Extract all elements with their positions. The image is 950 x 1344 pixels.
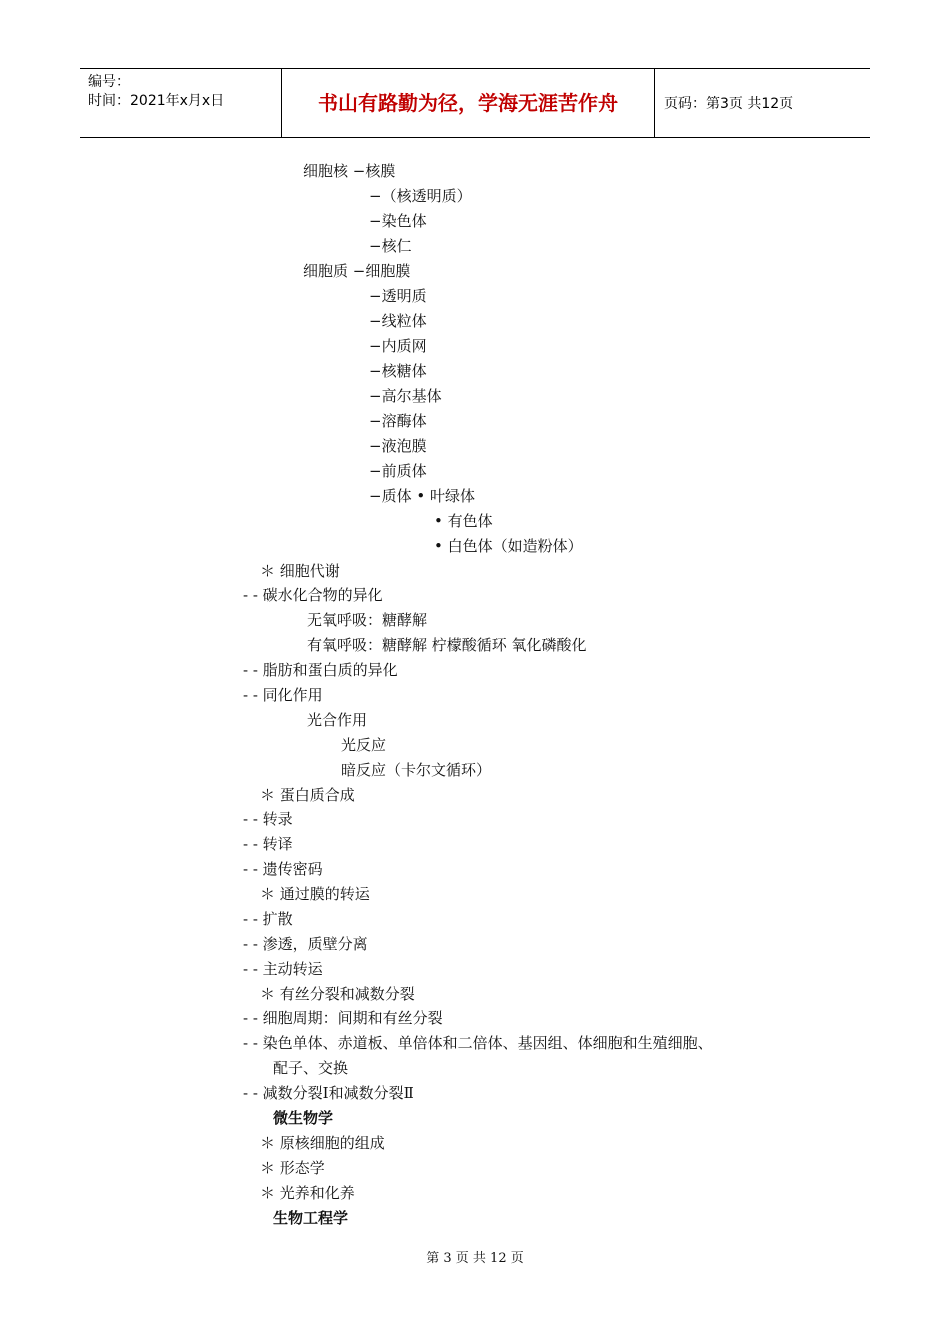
- page-footer: 第 3 页 共 12 页: [426, 1251, 524, 1266]
- outline-line: 暗反应（卡尔文循环）: [341, 761, 492, 779]
- outline-line: 无氧呼吸：糖酵解: [307, 611, 428, 629]
- outline-line: −溶酶体: [369, 412, 427, 430]
- outline-line: −液泡膜: [369, 437, 427, 455]
- outline-line: 有氧呼吸：糖酵解 柠檬酸循环 氧化磷酸化: [307, 636, 587, 654]
- outline-line: - - 碳水化合物的异化: [243, 586, 383, 604]
- header-motto: 书山有路勤为径，学海无涯苦作舟: [318, 91, 618, 115]
- outline-line: 细胞核 −核膜: [303, 162, 396, 180]
- page-header: [80, 68, 870, 138]
- outline-line: −核糖体: [369, 362, 427, 380]
- outline-line: - - 转译: [243, 835, 293, 853]
- number-label: 编号：: [88, 74, 130, 90]
- outline-line: ＊ 光养和化养: [260, 1184, 355, 1202]
- outline-line: ＊ 有丝分裂和减数分裂: [260, 985, 415, 1003]
- outline-line: −透明质: [369, 287, 427, 305]
- outline-line: 光合作用: [307, 711, 368, 729]
- outline-line: - - 渗透，质壁分离: [243, 935, 368, 953]
- outline-line: 细胞质 −细胞膜: [303, 262, 411, 280]
- outline-line: 光反应: [341, 736, 387, 754]
- outline-line: ＊ 细胞代谢: [260, 562, 340, 580]
- outline-line: −高尔基体: [369, 387, 442, 405]
- outline-line: - - 染色单体、赤道板、单倍体和二倍体、基因组、体细胞和生殖细胞、: [243, 1034, 713, 1052]
- outline-line: −核仁: [369, 237, 412, 255]
- outline-line: - - 遗传密码: [243, 860, 323, 878]
- outline-line: - - 主动转运: [243, 960, 323, 978]
- time-label: 时间：2021年x月x日: [88, 93, 225, 109]
- outline-line: - - 脂肪和蛋白质的异化: [243, 661, 398, 679]
- header-meta: [88, 73, 224, 111]
- outline-line: - - 细胞周期：间期和有丝分裂: [243, 1009, 443, 1027]
- outline-line: ＊ 原核细胞的组成: [260, 1134, 385, 1152]
- section-heading: 微生物学: [273, 1109, 334, 1127]
- outline-line: • 有色体: [434, 512, 493, 530]
- outline-line: - - 转录: [243, 810, 293, 828]
- header-divider: [654, 69, 655, 137]
- outline-line: - - 减数分裂Ⅰ和减数分裂Ⅱ: [243, 1084, 414, 1102]
- header-page-info: 页码：第3页 共12页: [664, 96, 794, 112]
- outline-line: −质体 • 叶绿体: [369, 487, 475, 505]
- outline-line: ＊ 形态学: [260, 1159, 325, 1177]
- outline-line: ＊ 蛋白质合成: [260, 786, 355, 804]
- outline-line: −前质体: [369, 462, 427, 480]
- outline-line: −线粒体: [369, 312, 427, 330]
- section-heading: 生物工程学: [273, 1209, 349, 1227]
- outline-line: - - 同化作用: [243, 686, 323, 704]
- outline-line: 配子、交换: [273, 1059, 349, 1077]
- outline-line: ＊ 通过膜的转运: [260, 885, 370, 903]
- outline-line: −内质网: [369, 337, 427, 355]
- outline-line: −（核透明质）: [369, 187, 472, 205]
- outline-line: −染色体: [369, 212, 427, 230]
- outline-line: - - 扩散: [243, 910, 293, 928]
- outline-line: • 白色体（如造粉体）: [434, 537, 583, 555]
